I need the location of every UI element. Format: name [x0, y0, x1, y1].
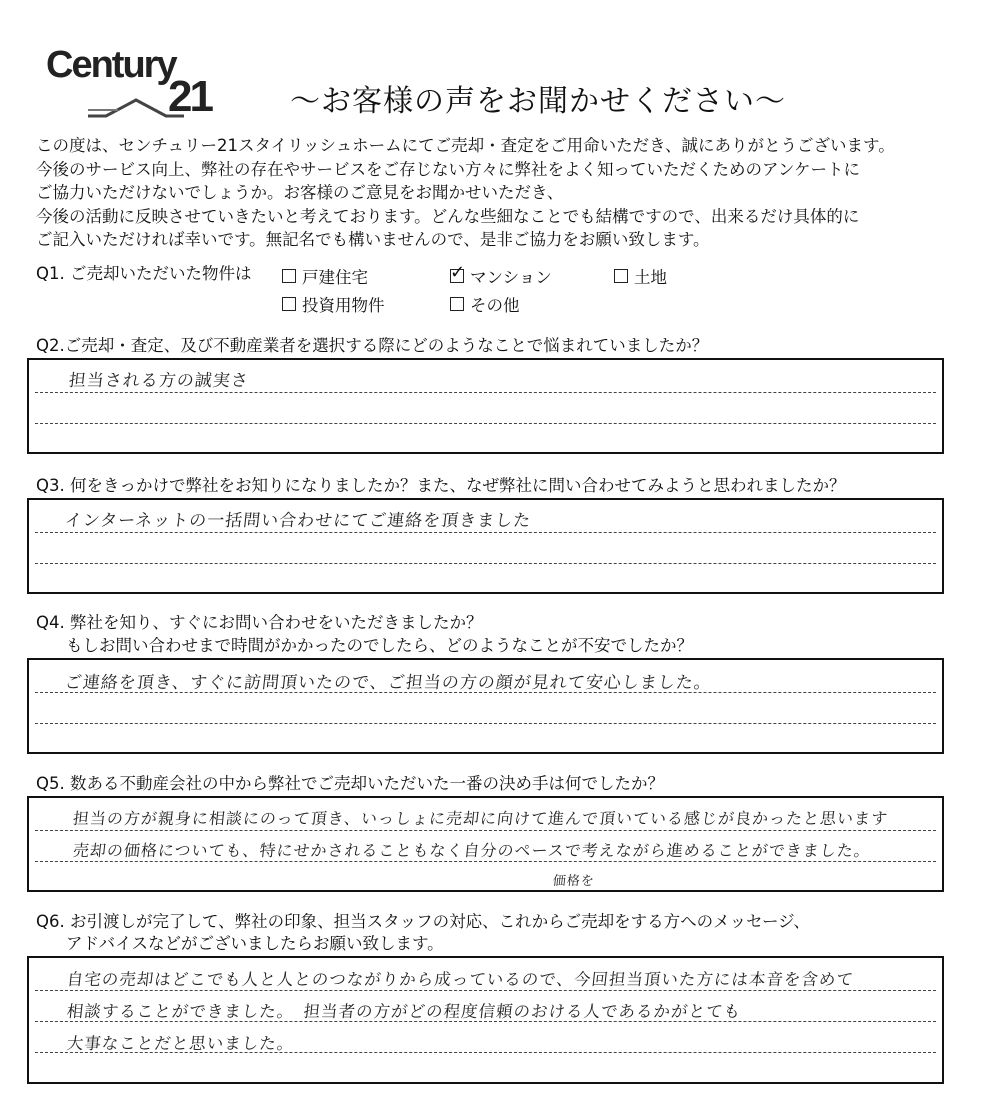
q2-answer-box[interactable]	[27, 358, 944, 454]
q6-answer-text: 大事なことだと思いました。	[65, 1034, 296, 1053]
q6-label-line2: アドバイスなどがございましたらお願い致します。	[66, 934, 444, 953]
q3-label: Q3. 何をきっかけで弊社をお知りになりましたか？また、なぜ弊社に問い合わせてみようと思われましたか？	[36, 476, 846, 495]
option-label: 土地	[634, 268, 667, 287]
house-roof-icon	[88, 96, 184, 118]
option-label: 戸建住宅	[302, 268, 368, 287]
q1-option-house[interactable]	[282, 264, 368, 288]
option-label: その他	[470, 296, 520, 315]
q4-label-line2: もしお問い合わせまで時間がかかったのでしたら、どのようなことが不安でしたか？	[66, 636, 693, 655]
q6-answer-box[interactable]	[27, 956, 944, 1084]
q1-option-other[interactable]	[450, 292, 520, 316]
q2-label: Q2.ご売却・査定、及び不動産業者を選択する際にどのようなことで悩まれていましたか？	[36, 336, 709, 355]
logo-number: 21	[168, 72, 211, 121]
q2-answer-text: 担当される方の誠実さ	[67, 371, 250, 391]
q6-answer-text: 自宅の売却はどこでも人と人とのつながりから成っているので、今回担当頂いた方には本音を含めて	[65, 970, 856, 989]
q5-answer-box[interactable]	[27, 796, 944, 892]
intro-line: ご協力いただけないでしょうか。お客様のご意見をお聞かせいただき、	[36, 183, 564, 202]
intro-line: 今後の活動に反映させていきたいと考えております。どんな些細なことでも結構ですので、出来るだけ具体的に	[36, 206, 860, 226]
option-label: マンション	[470, 268, 552, 287]
q3-answer-text: インターネットの一括問い合わせにてご連絡を頂きました	[63, 511, 533, 531]
q5-answer-text: 担当の方が親身に相談にのって頂き、いっしょに売却に向けて進んで頂いている感じが良かったと思います	[71, 809, 890, 828]
q4-answer-text: ご連絡を頂き、すぐに訪問頂いたので、ご担当の方の顔が見れて安心しました。	[63, 673, 713, 693]
q6-label-line1: Q6. お引渡しが完了して、弊社の印象、担当スタッフの対応、これからご売却をする方へのメッセージ、	[36, 912, 810, 931]
option-label: 投資用物件	[302, 296, 385, 315]
century21-logo	[46, 44, 216, 121]
q4-answer-box[interactable]	[27, 658, 944, 754]
q1-option-investment[interactable]	[282, 292, 385, 316]
checkbox[interactable]	[614, 269, 628, 283]
checkbox[interactable]	[282, 297, 296, 311]
intro-line: この度は、センチュリー21スタイリッシュホームにてご売却・査定をご用命いただき、誠にありがとうございます。	[36, 136, 895, 155]
intro-line: ご記入いただければ幸いです。無記名でも構いませんので、是非ご協力をお願い致します。	[36, 230, 710, 249]
page-title: ～お客様の声をお聞かせください～	[290, 84, 786, 119]
q1-option-mansion[interactable]	[450, 264, 552, 288]
intro-paragraph	[36, 134, 976, 252]
checkbox[interactable]	[282, 269, 296, 283]
q5-insert-text: 価格を	[552, 874, 596, 889]
checkbox[interactable]	[450, 297, 464, 311]
q5-label: Q5. 数ある不動産会社の中から弊社でご売却いただいた一番の決め手は何でしたか？	[36, 774, 664, 793]
q5-answer-text: 売却の価格についても、特にせかされることもなく自分のペースで考えながら進めることができました。	[71, 841, 872, 860]
q4-label-line1: Q4. 弊社を知り、すぐにお問い合わせをいただきましたか？	[36, 613, 483, 632]
logo-wordmark: Century	[46, 44, 176, 86]
q3-answer-box[interactable]	[27, 498, 944, 594]
q1-label: Q1. ご売却いただいた物件は	[36, 264, 252, 283]
q1-option-land[interactable]	[614, 264, 667, 288]
checkbox-checked[interactable]	[450, 269, 464, 283]
q6-answer-text: 相談することができました。 担当者の方がどの程度信頼のおける人であるかがとても	[65, 1002, 743, 1021]
intro-line: 今後のサービス向上、弊社の存在やサービスをご存じない方々に弊社をよく知っていただくためのアンケートに	[36, 159, 861, 179]
